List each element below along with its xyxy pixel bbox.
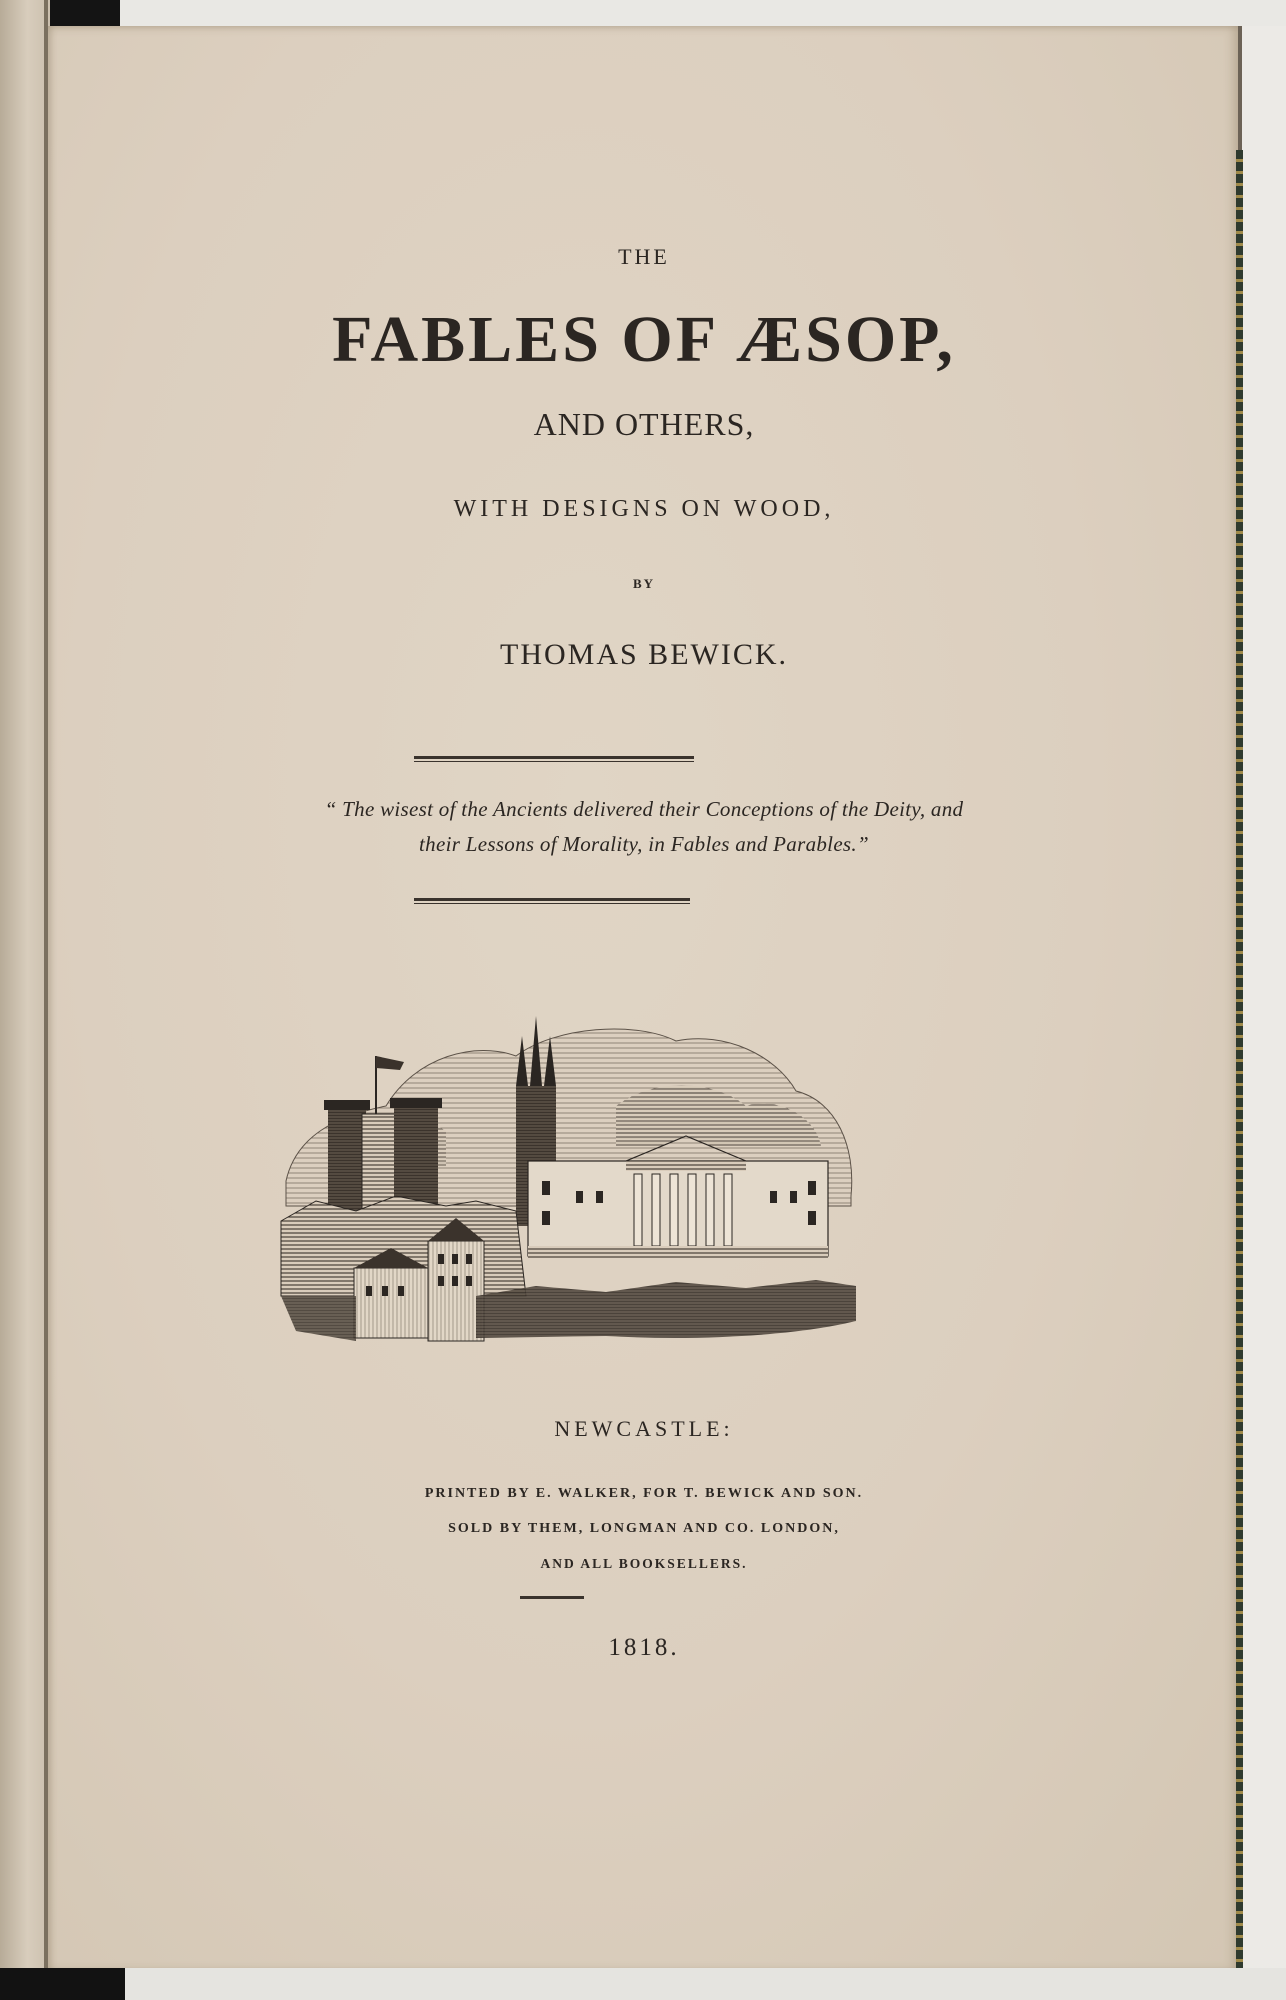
title-continuation: AND OTHERS, — [533, 406, 755, 442]
year-rule — [520, 1596, 584, 1599]
top-background-strip — [0, 0, 1286, 26]
printer-line-1: PRINTED BY E. WALKER, FOR T. BEWICK AND SON. — [424, 1486, 864, 1501]
marbled-cover-edge — [1236, 150, 1243, 1970]
title-page — [48, 26, 1240, 1972]
book-title: FABLES OF ÆSOP, — [332, 303, 956, 376]
scan-frame-corner-bottom — [0, 1968, 125, 2000]
epigraph — [48, 792, 1240, 862]
top-double-rule — [414, 756, 694, 762]
previous-page-edge — [0, 0, 50, 2000]
by-line: BY — [632, 576, 656, 591]
publication-year: 1818. — [608, 1634, 680, 1661]
printer-line-3: AND ALL BOOKSELLERS. — [540, 1556, 748, 1571]
bottom-background-strip — [0, 1968, 1286, 2000]
title-article: THE — [618, 244, 670, 269]
author-name: THOMAS BEWICK. — [500, 638, 788, 671]
bottom-double-rule — [414, 898, 690, 904]
subtitle: WITH DESIGNS ON WOOD, — [453, 496, 835, 522]
printer-line-2: SOLD BY THEM, LONGMAN AND CO. LONDON, — [448, 1521, 840, 1536]
newcastle-vignette-engraving — [276, 996, 860, 1361]
epigraph-line-2: their Lessons of Morality, in Fables and Parables.” — [419, 832, 869, 856]
epigraph-line-1: “ The wisest of the Ancients delivered their Conceptions of the Deity, and — [324, 797, 964, 821]
page-corner-edge — [1238, 26, 1242, 156]
imprint-place: NEWCASTLE: — [554, 1416, 734, 1441]
